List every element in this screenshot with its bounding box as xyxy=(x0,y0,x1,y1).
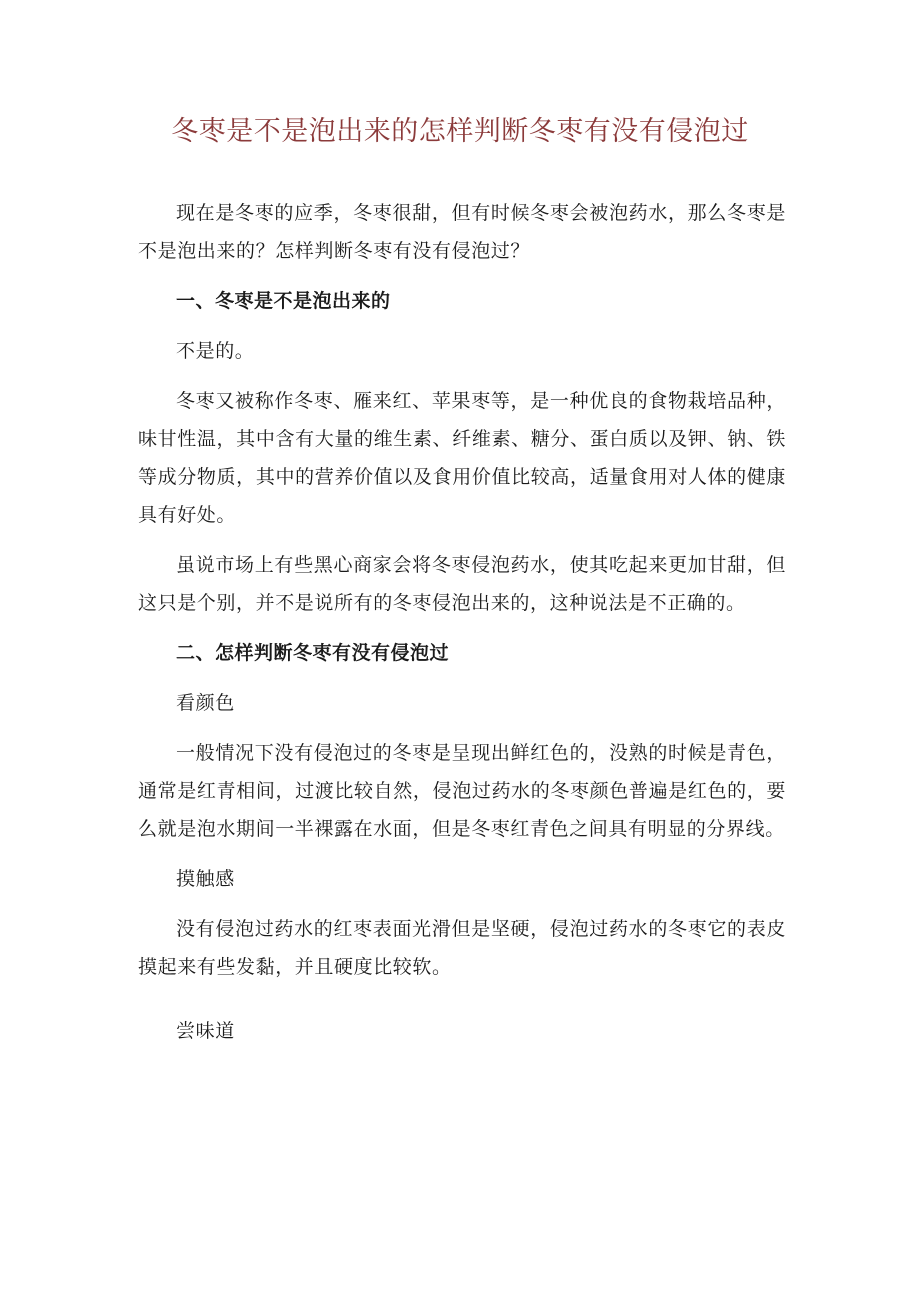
touch-paragraph: 没有侵泡过药水的红枣表面光滑但是坚硬，侵泡过药水的冬枣它的表皮摸起来有些发黏，并且硬度比较软。 xyxy=(138,918,786,978)
document-body xyxy=(138,194,786,1050)
document-title: 冬枣是不是泡出来的怎样判断冬枣有没有侵泡过 xyxy=(171,116,749,147)
section1-heading: 一、冬枣是不是泡出来的 xyxy=(176,290,391,312)
section1-answer: 不是的。 xyxy=(176,340,255,362)
intro-paragraph: 现在是冬枣的应季，冬枣很甜，但有时候冬枣会被泡药水，那么冬枣是不是泡出来的？怎样判断冬枣有没有侵泡过？ xyxy=(138,202,786,262)
section1-paragraph-2: 虽说市场上有些黑心商家会将冬枣侵泡药水，使其吃起来更加甘甜，但这只是个别，并不是说所有的冬枣侵泡出来的，这种说法是不正确的。 xyxy=(138,554,786,614)
taste-label: 尝味道 xyxy=(176,1020,235,1042)
section2-heading: 二、怎样判断冬枣有没有侵泡过 xyxy=(176,642,450,664)
color-paragraph: 一般情况下没有侵泡过的冬枣是呈现出鲜红色的，没熟的时候是青色，通常是红青相间，过渡比较自然，侵泡过药水的冬枣颜色普遍是红色的，要么就是泡水期间一半裸露在水面，但是冬枣红青色之间具有明显的分界线。 xyxy=(138,742,786,840)
section1-paragraph-1: 冬枣又被称作冬枣、雁来红、苹果枣等，是一种优良的食物栽培品种，味甘性温，其中含有大量的维生素、纤维素、糖分、蛋白质以及钾、钠、铁等成分物质，其中的营养价值以及食用价值比较高，适量食用对人体的健康具有好处。 xyxy=(138,390,786,526)
touch-label: 摸触感 xyxy=(176,868,235,890)
color-label: 看颜色 xyxy=(176,692,235,714)
